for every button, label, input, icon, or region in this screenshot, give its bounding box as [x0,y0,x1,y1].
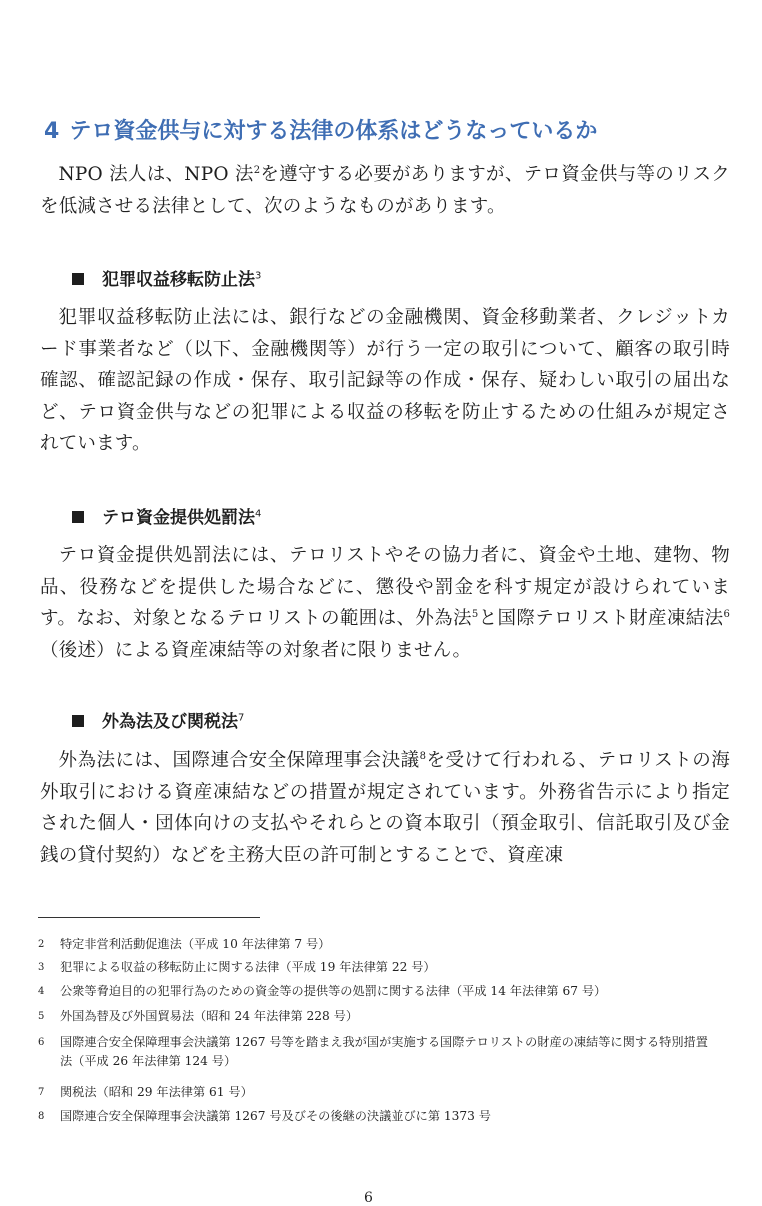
square-bullet-icon [72,511,84,523]
footnote-number: 7 [38,1087,45,1098]
footnote-8 [38,1107,728,1126]
footnote-number: 6 [38,1037,45,1048]
section-title [44,116,734,148]
para-text: テロ資金提供処罰法には、テロリストやその協力者に、資金や土地、建物、物品、役務などを提供した場合などに、懲役や罰金を科す規定が設けられています。なお、対象となるテロリストの範囲は、外為法 [40,545,730,630]
footnote-7 [38,1083,728,1102]
footnote-ref-8[interactable]: 8 [419,750,427,762]
intro-text-b: を遵守する必要がありますが、テロ資金供与等のリスクを低減させる法律として、次のようなものがあります。 [40,164,730,217]
footnote-ref-5[interactable]: 5 [471,609,479,621]
footnote-ref-4[interactable]: 4 [255,508,262,520]
crime-proceeds-act-paragraph: 犯罪収益移転防止法には、銀行などの金融機関、資金移動業者、クレジットカード事業者など（以下、金融機関等）が行う一定の取引について、顧客の取引時確認、確認記録の作成・保存、取引記録等の作成・保存、疑わしい取引の届出など、テロ資金供与などの犯罪による収益の移転を防止するための仕組みが規定されています。 [40,307,731,455]
section-number: 4 [44,119,60,144]
footnote-4 [38,982,728,1001]
footnote-ref-7[interactable]: 7 [238,712,245,724]
subheading-crime-proceeds-act [72,267,672,293]
footnote-number: 3 [38,962,45,973]
para-text: （後述）による資産凍結等の対象者に限りません。 [40,639,472,661]
page-number: 6 [364,1190,373,1206]
subheading-text: 外為法及び関税法 [102,712,238,732]
footnote-text: 関税法（昭和 29 年法律第 61 号） [60,1085,253,1099]
subheading-text: 犯罪収益移転防止法 [102,270,255,290]
footnote-number: 8 [38,1111,45,1122]
footnote-number: 5 [38,1011,45,1022]
footnote-ref-3[interactable]: 3 [255,270,262,282]
square-bullet-icon [72,273,84,285]
footnote-ref-2[interactable]: 2 [253,164,261,176]
para-text: と国際テロリスト財産凍結法 [478,608,724,630]
footnote-text: 犯罪による収益の移転防止に関する法律（平成 19 年法律第 22 号） [60,960,436,974]
footnote-number: 4 [38,986,45,997]
footnote-text: 公衆等脅迫目的の犯罪行為のための資金等の提供等の処罰に関する法律（平成 14 年法律第 67 号） [60,984,607,998]
footnote-6 [38,1033,728,1071]
footnote-text: 国際連合安全保障理事会決議第 1267 号等を踏まえ我が国が実施する国際テロリストの財産の凍結等に関する特別措置法（平成 26 年法律第 124 号） [60,1035,708,1068]
subheading-terror-financing-punishment-act [72,505,672,531]
subheading-text: テロ資金提供処罰法 [102,508,255,528]
terror-financing-punishment-act-paragraph [40,540,730,666]
para-text: 外為法には、国際連合安全保障理事会決議 [58,750,420,771]
footnote-number: 2 [38,939,45,950]
footnote-divider [38,917,260,918]
footnote-5 [38,1007,728,1026]
section-title-text: テロ資金供与に対する法律の体系はどうなっているか [69,119,598,144]
footnote-text: 外国為替及び外国貿易法（昭和 24 年法律第 228 号） [60,1009,359,1023]
para-text: を受けて行われる、テロリストの海外取引における資産凍結などの措置が規定されています。外務省告示により指定された個人・団体向けの支払やそれらとの資本取引（預金取引、信託取引及び金銭の貸付契約）などを主務大臣の許可制とすることで、資産凍 [40,750,730,866]
footnote-2 [38,935,728,954]
footnote-3 [38,958,728,977]
forex-customs-act-paragraph [40,745,730,871]
intro-paragraph [40,159,730,222]
footnote-ref-6[interactable]: 6 [723,609,730,621]
square-bullet-icon [72,715,84,727]
footnote-text: 国際連合安全保障理事会決議第 1267 号及びその後継の決議並びに第 1373 号 [60,1109,491,1123]
intro-text-a: NPO 法人は、NPO 法 [58,164,254,185]
footnote-text: 特定非営利活動促進法（平成 10 年法律第 7 号） [60,937,331,951]
subheading-forex-customs-act [72,709,672,735]
